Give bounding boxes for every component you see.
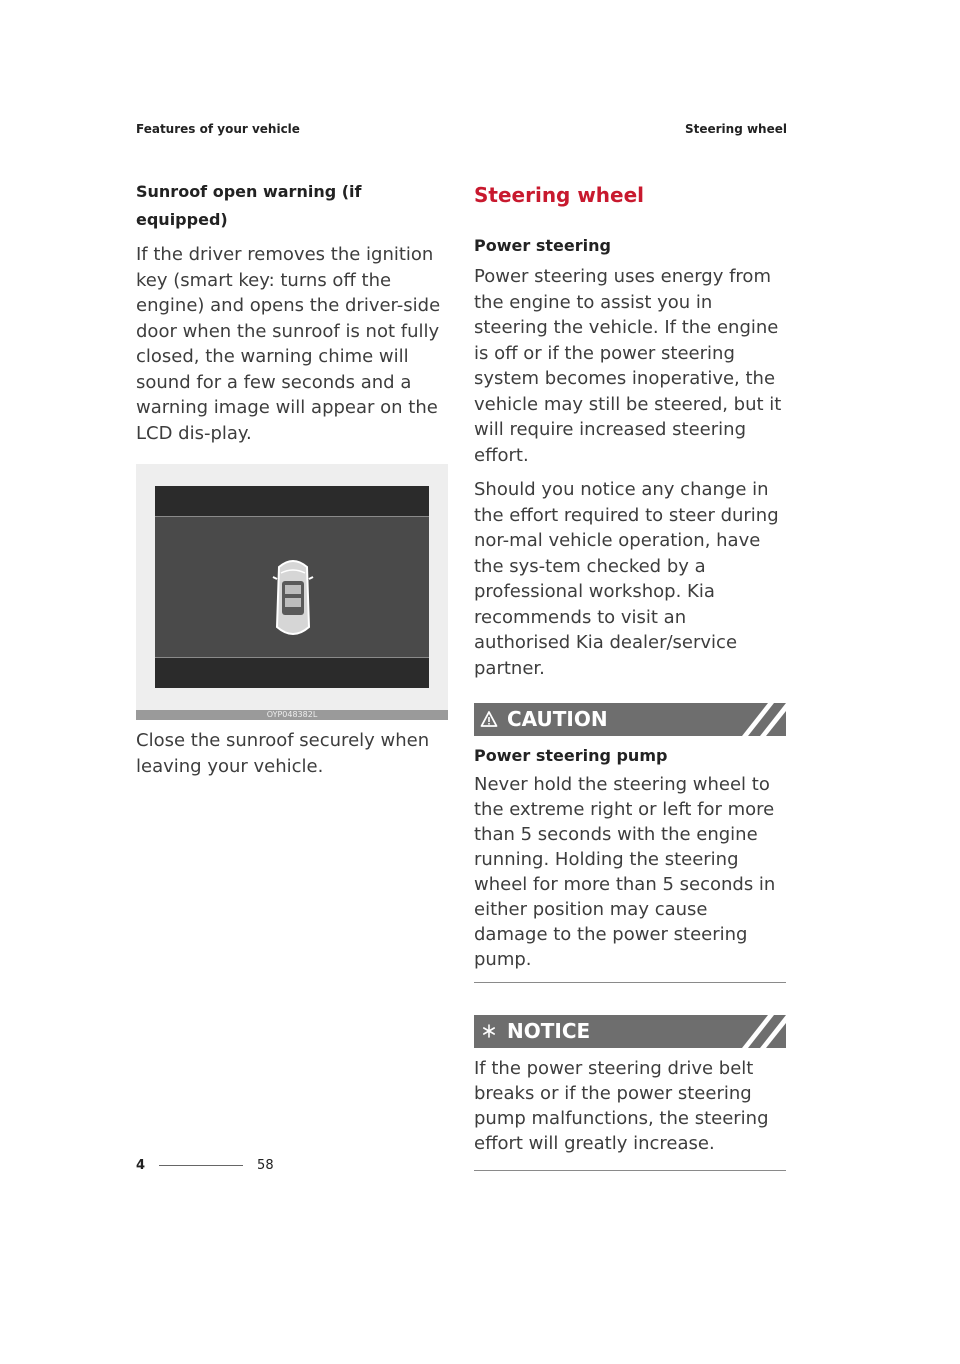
sunroof-warning-paragraph: If the driver removes the ignition key (smart key: turns off the engine) and opens the driver-side door when the sunroof is not fully closed, the warning chime will sound for a few seconds and a warning image will appear on the LCD dis-play. bbox=[136, 244, 441, 444]
warning-triangle-icon bbox=[480, 710, 498, 728]
notice-text: If the power steering drive belt breaks or if the power steering pump malfunctions, the steering effort will greatly increase. bbox=[474, 1058, 769, 1154]
caution-heading: Power steering pump bbox=[474, 746, 668, 765]
banner-stripes bbox=[734, 703, 786, 736]
caution-divider bbox=[474, 982, 786, 983]
caution-label: CAUTION bbox=[507, 707, 608, 731]
header-section-title: Features of your vehicle bbox=[136, 122, 300, 136]
notice-divider bbox=[474, 1170, 786, 1171]
sunroof-warning-heading: Sunroof open warning (if equipped) bbox=[136, 182, 362, 229]
page-title: Steering wheel bbox=[474, 183, 645, 207]
notice-banner bbox=[474, 1015, 786, 1048]
lcd-warning-figure bbox=[136, 464, 448, 720]
notice-label: NOTICE bbox=[507, 1019, 591, 1043]
page-footer bbox=[136, 1158, 274, 1173]
left-column bbox=[136, 178, 448, 779]
asterisk-icon bbox=[480, 1022, 498, 1040]
power-steering-paragraph-2: Should you notice any change in the effort required to steer during nor-mal vehicle operation, have the sys-tem checked by a professional workshop. Kia recommends to visit an authorised Kia dealer/service partner. bbox=[474, 479, 779, 679]
figure-caption: OYP048382L bbox=[136, 710, 448, 720]
chapter-number: 4 bbox=[136, 1158, 146, 1173]
lcd-panel bbox=[155, 516, 429, 658]
car-top-view-icon bbox=[271, 557, 315, 639]
header-chapter-title: Steering wheel bbox=[684, 122, 787, 136]
caution-banner bbox=[474, 703, 786, 736]
footer-rule bbox=[159, 1165, 243, 1166]
power-steering-paragraph-1: Power steering uses energy from the engine to assist you in steering the vehicle. If the engine is off or if the power steering system becomes inoperative, the vehicle may still be steered, but it will require increased steering effort. bbox=[474, 266, 782, 466]
banner-stripes bbox=[734, 1015, 786, 1048]
power-steering-heading: Power steering bbox=[474, 236, 611, 255]
right-column bbox=[474, 178, 786, 1171]
lcd-display bbox=[155, 486, 429, 688]
close-sunroof-text: Close the sunroof securely when leaving your vehicle. bbox=[136, 730, 430, 777]
page-number: 58 bbox=[257, 1158, 274, 1173]
caution-text: Never hold the steering wheel to the extreme right or left for more than 5 seconds with the engine running. Holding the steering wheel for more than 5 seconds in either position may cause damage to the power steering pump. bbox=[474, 774, 776, 970]
